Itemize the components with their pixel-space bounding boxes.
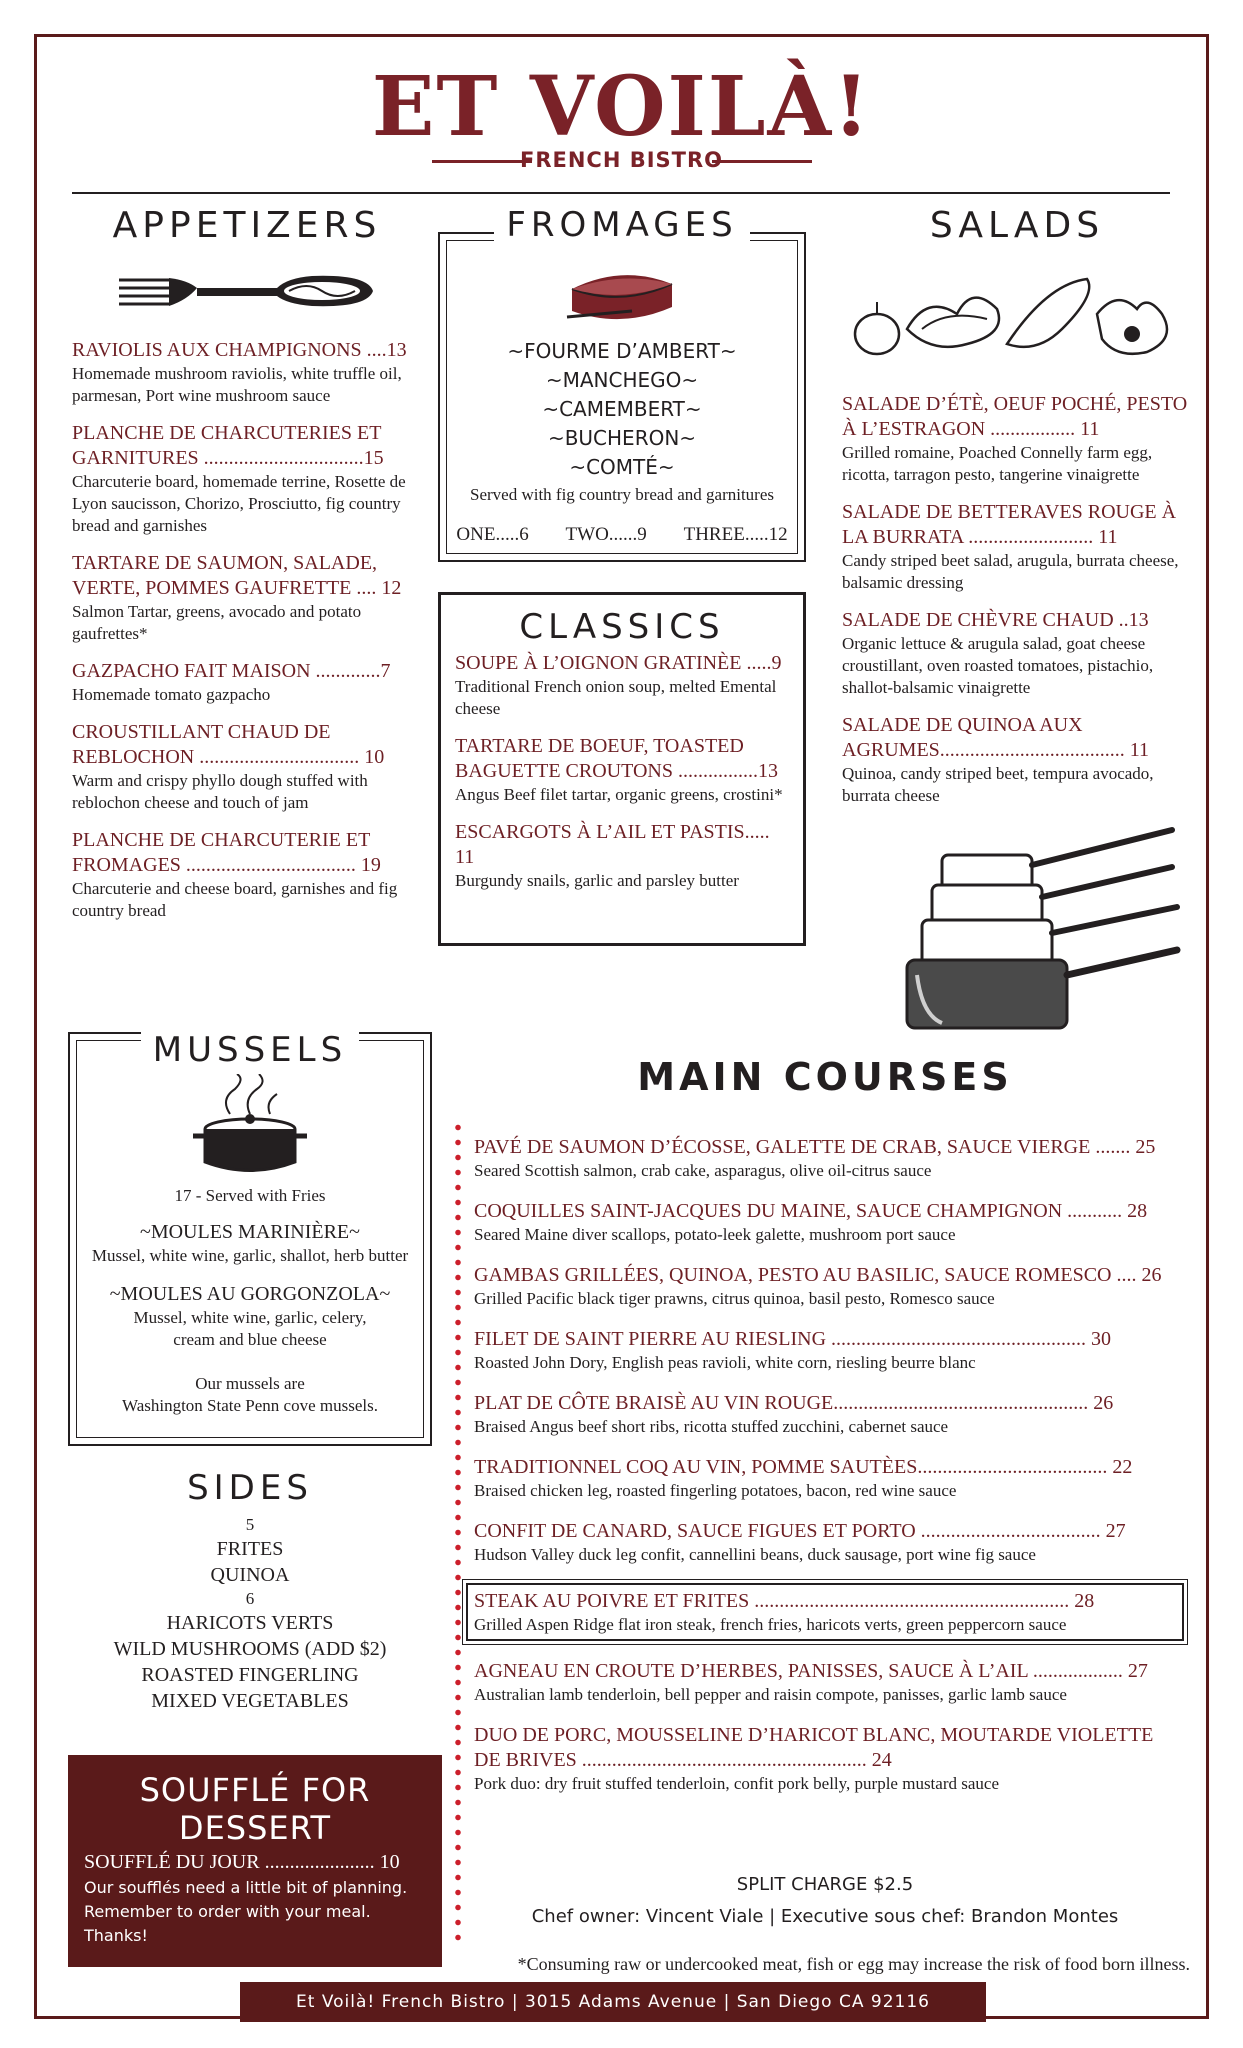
appetizers-section xyxy=(72,205,422,936)
main-courses-list xyxy=(474,1135,1180,1812)
cheese-name: ~COMTÉ~ xyxy=(569,455,675,479)
saucepans-icon xyxy=(882,825,1182,1035)
menu-item-featured xyxy=(466,1583,1184,1641)
item-title: ~MOULES MARINIÈRE~ xyxy=(140,1221,360,1243)
item-desc: Seared Scottish salmon, crab cake, asparagus, olive oil-citrus sauce xyxy=(474,1161,932,1180)
item-desc: Grilled Pacific black tiger prawns, citrus quinoa, basil pesto, Romesco sauce xyxy=(474,1289,995,1308)
fromages-heading: FROMAGES xyxy=(494,205,749,245)
menu-item xyxy=(72,421,422,537)
brand-subtitle-wrap xyxy=(0,148,1243,172)
item-title: SALADE DE BETTERAVES ROUGE À LA BURRATA ......................... 11 xyxy=(842,501,1177,548)
fromages-note: Served with fig country bread and garnitures xyxy=(469,485,775,504)
footer-bar: Et Voilà! French Bistro | 3015 Adams Avenue | San Diego CA 92116 xyxy=(240,1982,986,2022)
item-title: RAVIOLIS AUX CHAMPIGNONS ....13 xyxy=(72,339,407,361)
menu-item xyxy=(474,1263,1180,1309)
item-desc: Roasted John Dory, English peas ravioli, white corn, riesling beurre blanc xyxy=(474,1353,976,1372)
item-desc: Braised chicken leg, roasted fingerling potatoes, bacon, red wine sauce xyxy=(474,1481,957,1500)
side-item: HARICOTS VERTS xyxy=(166,1612,334,1634)
cheese-list xyxy=(438,337,806,482)
pricing-one: ONE.....6 xyxy=(456,524,529,545)
item-title: ~MOULES AU GORGONZOLA~ xyxy=(109,1283,391,1305)
cheese-name: ~CAMEMBERT~ xyxy=(542,397,702,421)
main-courses-heading: MAIN COURSES xyxy=(637,1055,1013,1099)
classics-heading: CLASSICS xyxy=(519,607,725,647)
menu-item xyxy=(842,392,1192,486)
cheese-name: ~BUCHERON~ xyxy=(547,426,697,450)
mussels-list xyxy=(68,1219,432,1351)
menu-item xyxy=(72,659,422,706)
mussels-section xyxy=(68,1030,432,1417)
item-title: CONFIT DE CANARD, SAUCE FIGUES ET PORTO .................................... 27 xyxy=(474,1520,1126,1542)
menu-item xyxy=(474,1391,1180,1437)
appetizers-heading: APPETIZERS xyxy=(112,205,382,246)
menu-item xyxy=(68,1281,432,1351)
classics-box xyxy=(438,592,806,946)
item-desc: Grilled Aspen Ridge flat iron steak, french fries, haricots verts, green peppercorn sauce xyxy=(474,1615,1067,1634)
item-desc: Organic lettuce & arugula salad, goat cheese croustillant, oven roasted tomatoes, pistachio, shallot-balsamic vinaigrette xyxy=(842,634,1154,697)
item-title: SOUPE À L’OIGNON GRATINÈE .....9 xyxy=(455,652,782,674)
item-desc: Candy striped beet salad, arugula, burrata cheese, balsamic dressing xyxy=(842,551,1179,592)
side-item: MIXED VEGETABLES xyxy=(151,1690,349,1712)
item-desc: Charcuterie and cheese board, garnishes and fig country bread xyxy=(72,879,398,920)
item-desc: Mussel, white wine, garlic, shallot, herb butter xyxy=(91,1246,409,1265)
item-desc: Mussel, white wine, garlic, celery, cream and blue cheese xyxy=(133,1308,367,1349)
side-item: FRITES xyxy=(216,1538,284,1560)
menu-item xyxy=(474,1455,1180,1501)
item-desc: Pork duo: dry fruit stuffed tenderloin, confit pork belly, purple mustard sauce xyxy=(474,1774,999,1793)
mussels-note-2: Washington State Penn cove mussels. xyxy=(122,1396,378,1415)
item-desc: Burgundy snails, garlic and parsley butter xyxy=(455,871,739,890)
fromages-section xyxy=(438,205,806,546)
item-title: SALADE DE CHÈVRE CHAUD ..13 xyxy=(842,609,1149,631)
item-title: FILET DE SAINT PIERRE AU RIESLING ................................................... 30 xyxy=(474,1328,1112,1350)
side-item: WILD MUSHROOMS (ADD $2) xyxy=(113,1638,387,1660)
menu-item xyxy=(72,828,422,922)
item-title: AGNEAU EN CROUTE D’HERBES, PANISSES, SAUCE À L’AIL .................. 27 xyxy=(474,1660,1148,1682)
fork-icon xyxy=(117,266,377,316)
item-title: TRADITIONNEL COQ AU VIN, POMME SAUTÈES...................................... 22 xyxy=(474,1456,1133,1478)
mussels-served: 17 - Served with Fries xyxy=(174,1186,326,1205)
menu-item xyxy=(72,720,422,814)
item-desc: Hudson Valley duck leg confit, cannellini beans, duck sausage, port wine fig sauce xyxy=(474,1545,1036,1564)
dessert-heading: SOUFFLÉ FOR DESSERT xyxy=(139,1771,371,1847)
menu-item xyxy=(68,1219,432,1267)
menu-item xyxy=(474,1327,1180,1373)
menu-item xyxy=(842,713,1192,807)
item-title: ESCARGOTS À L’AIL ET PASTIS..... 11 xyxy=(455,821,770,868)
dessert-item: SOUFFLÉ DU JOUR ...................... 10 xyxy=(84,1851,400,1873)
sides-price: 6 xyxy=(245,1589,255,1608)
menu-item xyxy=(474,1723,1180,1794)
salads-section xyxy=(842,205,1192,1035)
menu-item xyxy=(474,1659,1180,1705)
sides-heading: SIDES xyxy=(187,1468,313,1508)
item-desc: Traditional French onion soup, melted Emental cheese xyxy=(455,677,777,718)
item-desc: Homemade tomato gazpacho xyxy=(72,685,271,704)
fromages-pricing xyxy=(438,524,806,546)
item-desc: Charcuterie board, homemade terrine, Rosette de Lyon saucisson, Chorizo, Prosciutto, fig country bread and garnishes xyxy=(72,472,406,535)
item-desc: Angus Beef filet tartar, organic greens, crostini* xyxy=(455,785,783,804)
item-desc: Seared Maine diver scallops, potato-leek galette, mushroom port sauce xyxy=(474,1225,956,1244)
dessert-note: Our soufflés need a little bit of planning. Remember to order with your meal. Thanks! xyxy=(84,1878,408,1945)
menu-item xyxy=(72,338,422,407)
item-title: PLAT DE CÔTE BRAISÈ AU VIN ROUGE................................................... 26 xyxy=(474,1392,1114,1414)
sides-list xyxy=(68,1514,432,1714)
split-charge: SPLIT CHARGE $2.5 xyxy=(736,1874,914,1895)
brand-title: ET VOILÀ! xyxy=(371,59,872,155)
mussels-note-1: Our mussels are xyxy=(195,1374,305,1393)
item-title: DUO DE PORC, MOUSSELINE D’HARICOT BLANC, MOUTARDE VIOLETTE DE BRIVES ......................................................... 24 xyxy=(474,1724,1154,1771)
dotted-divider xyxy=(455,1120,461,1945)
item-title: COQUILLES SAINT-JACQUES DU MAINE, SAUCE CHAMPIGNON ........... 28 xyxy=(474,1200,1148,1222)
mussels-heading: MUSSELS xyxy=(141,1030,359,1070)
item-desc: Salmon Tartar, greens, avocado and potato gaufrettes* xyxy=(72,602,362,643)
salads-list xyxy=(842,392,1192,807)
item-desc: Australian lamb tenderloin, bell pepper and raisin compote, panisses, garlic lamb sauce xyxy=(474,1685,1067,1704)
item-desc: Quinoa, candy striped beet, tempura avocado, burrata cheese xyxy=(842,764,1154,805)
pricing-two: TWO......9 xyxy=(565,524,647,545)
top-rule xyxy=(72,192,1170,194)
menu-item xyxy=(455,734,789,806)
side-item: QUINOA xyxy=(210,1564,290,1586)
item-title: SALADE D’ÉTÈ, OEUF POCHÉ, PESTO À L’ESTRAGON ................. 11 xyxy=(842,393,1188,440)
disclaimer: *Consuming raw or undercooked meat, fish or egg may increase the risk of food born illness. xyxy=(517,1954,1190,1974)
vegetables-icon xyxy=(847,274,1187,364)
item-title: STEAK AU POIVRE ET FRITES ............................................................... 28 xyxy=(474,1590,1095,1612)
salads-heading: SALADS xyxy=(929,205,1105,246)
item-title: CROUSTILLANT CHAUD DE REBLOCHON ................................ 10 xyxy=(72,721,385,768)
cheese-name: ~MANCHEGO~ xyxy=(545,368,699,392)
item-title: TARTARE DE SAUMON, SALADE, VERTE, POMMES GAUFRETTE .... 12 xyxy=(72,552,402,599)
menu-item xyxy=(455,651,789,720)
brand-subtitle: FRENCH BISTRO xyxy=(519,148,724,172)
cheese-name: ~FOURME D’AMBERT~ xyxy=(507,339,737,363)
item-desc: Warm and crispy phyllo dough stuffed with reblochon cheese and touch of jam xyxy=(72,771,368,812)
item-title: TARTARE DE BOEUF, TOASTED BAGUETTE CROUTONS ................13 xyxy=(455,735,778,782)
dessert-box xyxy=(68,1755,442,1967)
item-desc: Grilled romaine, Poached Connelly farm egg, ricotta, tarragon pesto, tangerine vinaigrette xyxy=(842,443,1153,484)
menu-item xyxy=(842,608,1192,699)
side-item: ROASTED FINGERLING xyxy=(141,1664,359,1686)
sides-price: 5 xyxy=(245,1515,255,1534)
chef-credits: Chef owner: Vincent Viale | Executive sous chef: Brandon Montes xyxy=(531,1906,1119,1927)
item-desc: Braised Angus beef short ribs, ricotta stuffed zucchini, cabernet sauce xyxy=(474,1417,949,1436)
menu-item xyxy=(842,500,1192,594)
menu-item xyxy=(72,551,422,645)
appetizers-list xyxy=(72,338,422,922)
pricing-three: THREE.....12 xyxy=(683,524,788,545)
menu-item xyxy=(474,1135,1180,1181)
item-title: GAMBAS GRILLÉES, QUINOA, PESTO AU BASILIC, SAUCE ROMESCO .... 26 xyxy=(474,1264,1162,1286)
sides-section xyxy=(68,1468,432,1714)
item-title: GAZPACHO FAIT MAISON .............7 xyxy=(72,660,391,682)
item-desc: Homemade mushroom raviolis, white truffle oil, parmesan, Port wine mushroom sauce xyxy=(72,364,402,405)
cooking-pot-icon xyxy=(185,1074,315,1179)
menu-item xyxy=(474,1519,1180,1565)
item-title: SALADE DE QUINOA AUX AGRUMES..................................... 11 xyxy=(842,714,1150,761)
item-title: PAVÉ DE SAUMON D’ÉCOSSE, GALETTE DE CRAB, SAUCE VIERGE ....... 25 xyxy=(474,1136,1156,1158)
cheese-icon xyxy=(562,259,682,329)
menu-item xyxy=(455,820,789,892)
item-title: PLANCHE DE CHARCUTERIE ET FROMAGES .................................. 19 xyxy=(72,829,381,876)
item-title: PLANCHE DE CHARCUTERIES ET GARNITURES ................................15 xyxy=(72,422,384,469)
menu-item xyxy=(474,1199,1180,1245)
